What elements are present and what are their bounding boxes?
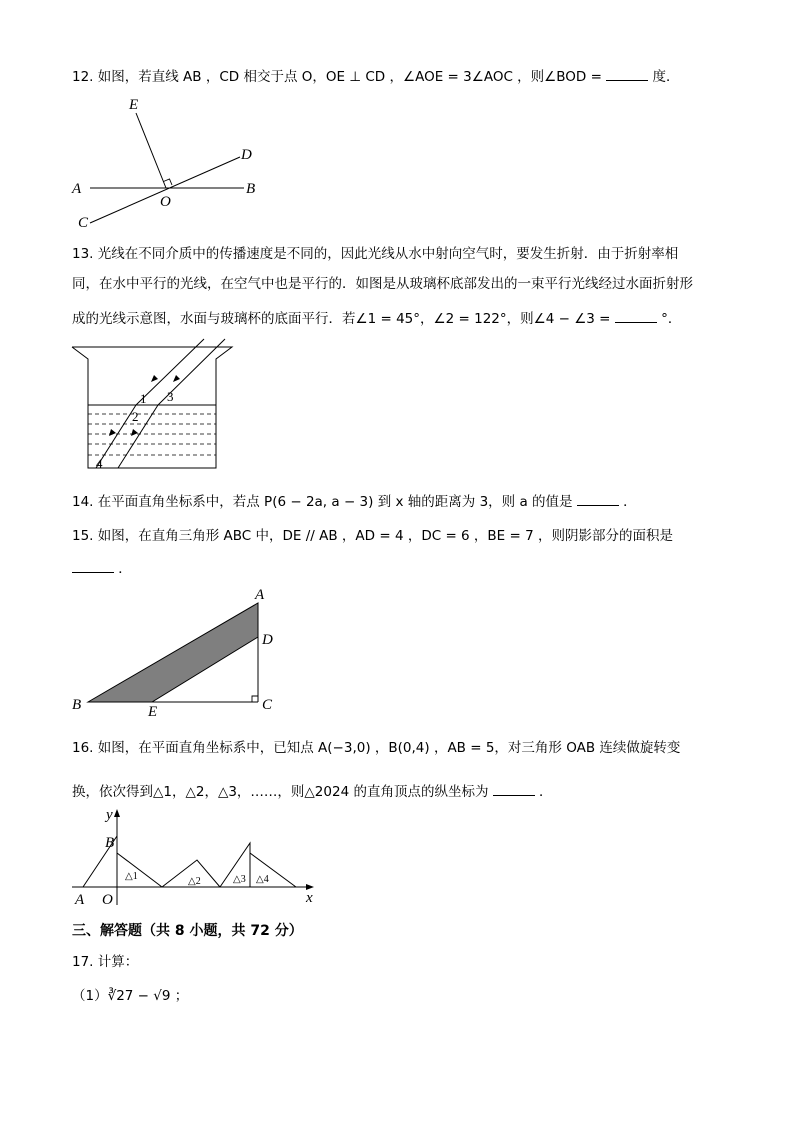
q16-figure [70, 805, 320, 910]
label-b: B [246, 181, 256, 197]
angle-3-label: 3 [167, 389, 174, 404]
label-x: x [306, 890, 313, 906]
label-triangle-1: △1 [125, 871, 138, 882]
label-e: E [129, 97, 139, 113]
q15-line2: ． [72, 558, 132, 579]
q12-text: 12. 如图，若直线 AB ，CD 相交于点 O，OE ⊥ CD ，∠AOE = 3∠AOC ，则∠BOD = 度． [72, 66, 680, 87]
label-triangle-3: △3 [233, 874, 246, 885]
label-c: C [78, 215, 89, 231]
label-a: A [75, 892, 85, 908]
label-a: A [255, 587, 265, 603]
q13-line3: 成的光线示意图，水面与玻璃杯的底面平行．若∠1 = 45°，∠2 = 122°，则∠4 − ∠3 = °． [72, 308, 681, 329]
glass-outline [72, 347, 232, 468]
q17-part1: （1）∛27 − √9 ； [72, 988, 189, 1004]
ray-oe [136, 113, 166, 188]
label-b: B [105, 835, 115, 851]
q13-line1: 13. 光线在不同介质中的传播速度是不同的，因此光线从水中射向空气时，要发生折射．由于折射率相 [72, 246, 679, 262]
triangle-1 [117, 853, 162, 887]
label-triangle-4: △4 [256, 874, 269, 885]
label-d: D [262, 632, 273, 648]
q15-figure [66, 585, 286, 720]
label-triangle-2: △2 [188, 876, 201, 887]
answer-blank[interactable] [577, 491, 619, 506]
label-y: y [106, 807, 113, 823]
label-a: A [72, 181, 82, 197]
label-c: C [262, 697, 273, 713]
answer-blank[interactable] [615, 308, 657, 323]
answer-blank[interactable] [606, 66, 648, 81]
angle-4-label: 4 [96, 456, 103, 471]
q13-line2: 同，在水中平行的光线，在空气中也是平行的．如图是从玻璃杯底部发出的一束平行光线经过水面折射形 [72, 276, 693, 292]
q13-figure [70, 337, 235, 477]
q14-text: 14. 在平面直角坐标系中，若点 P(6 − 2a, a − 3) 到 x 轴的距离为 3，则 a 的值是 ． [72, 491, 637, 512]
q16-line2: 换，依次得到△1，△2，△3，……，则△2024 的直角顶点的纵坐标为 ． [72, 781, 553, 802]
label-d: D [241, 147, 252, 163]
q12-figure [68, 95, 268, 235]
right-angle-mark [252, 696, 258, 702]
section-title: 三、解答题（共 8 小题，共 72 分） [72, 923, 303, 939]
label-e: E [148, 704, 158, 720]
answer-blank[interactable] [72, 558, 114, 573]
q15-line1: 15. 如图，在直角三角形 ABC 中，DE // AB ，AD = 4 ，DC = 6 ，BE = 7 ，则阴影部分的面积是 [72, 528, 673, 544]
answer-blank[interactable] [493, 781, 535, 796]
angle-2-label: 2 [132, 409, 139, 424]
q17-title: 17. 计算： [72, 954, 139, 970]
angle-1-label: 1 [140, 391, 147, 406]
label-o: O [160, 194, 171, 210]
label-o: O [102, 892, 113, 908]
q16-line1: 16. 如图，在平面直角坐标系中，已知点 A(−3,0) ，B(0,4) ，AB = 5，对三角形 OAB 连续做旋转变 [72, 740, 681, 756]
shaded-region [88, 603, 258, 702]
label-b: B [72, 697, 82, 713]
line-cd [90, 157, 240, 223]
